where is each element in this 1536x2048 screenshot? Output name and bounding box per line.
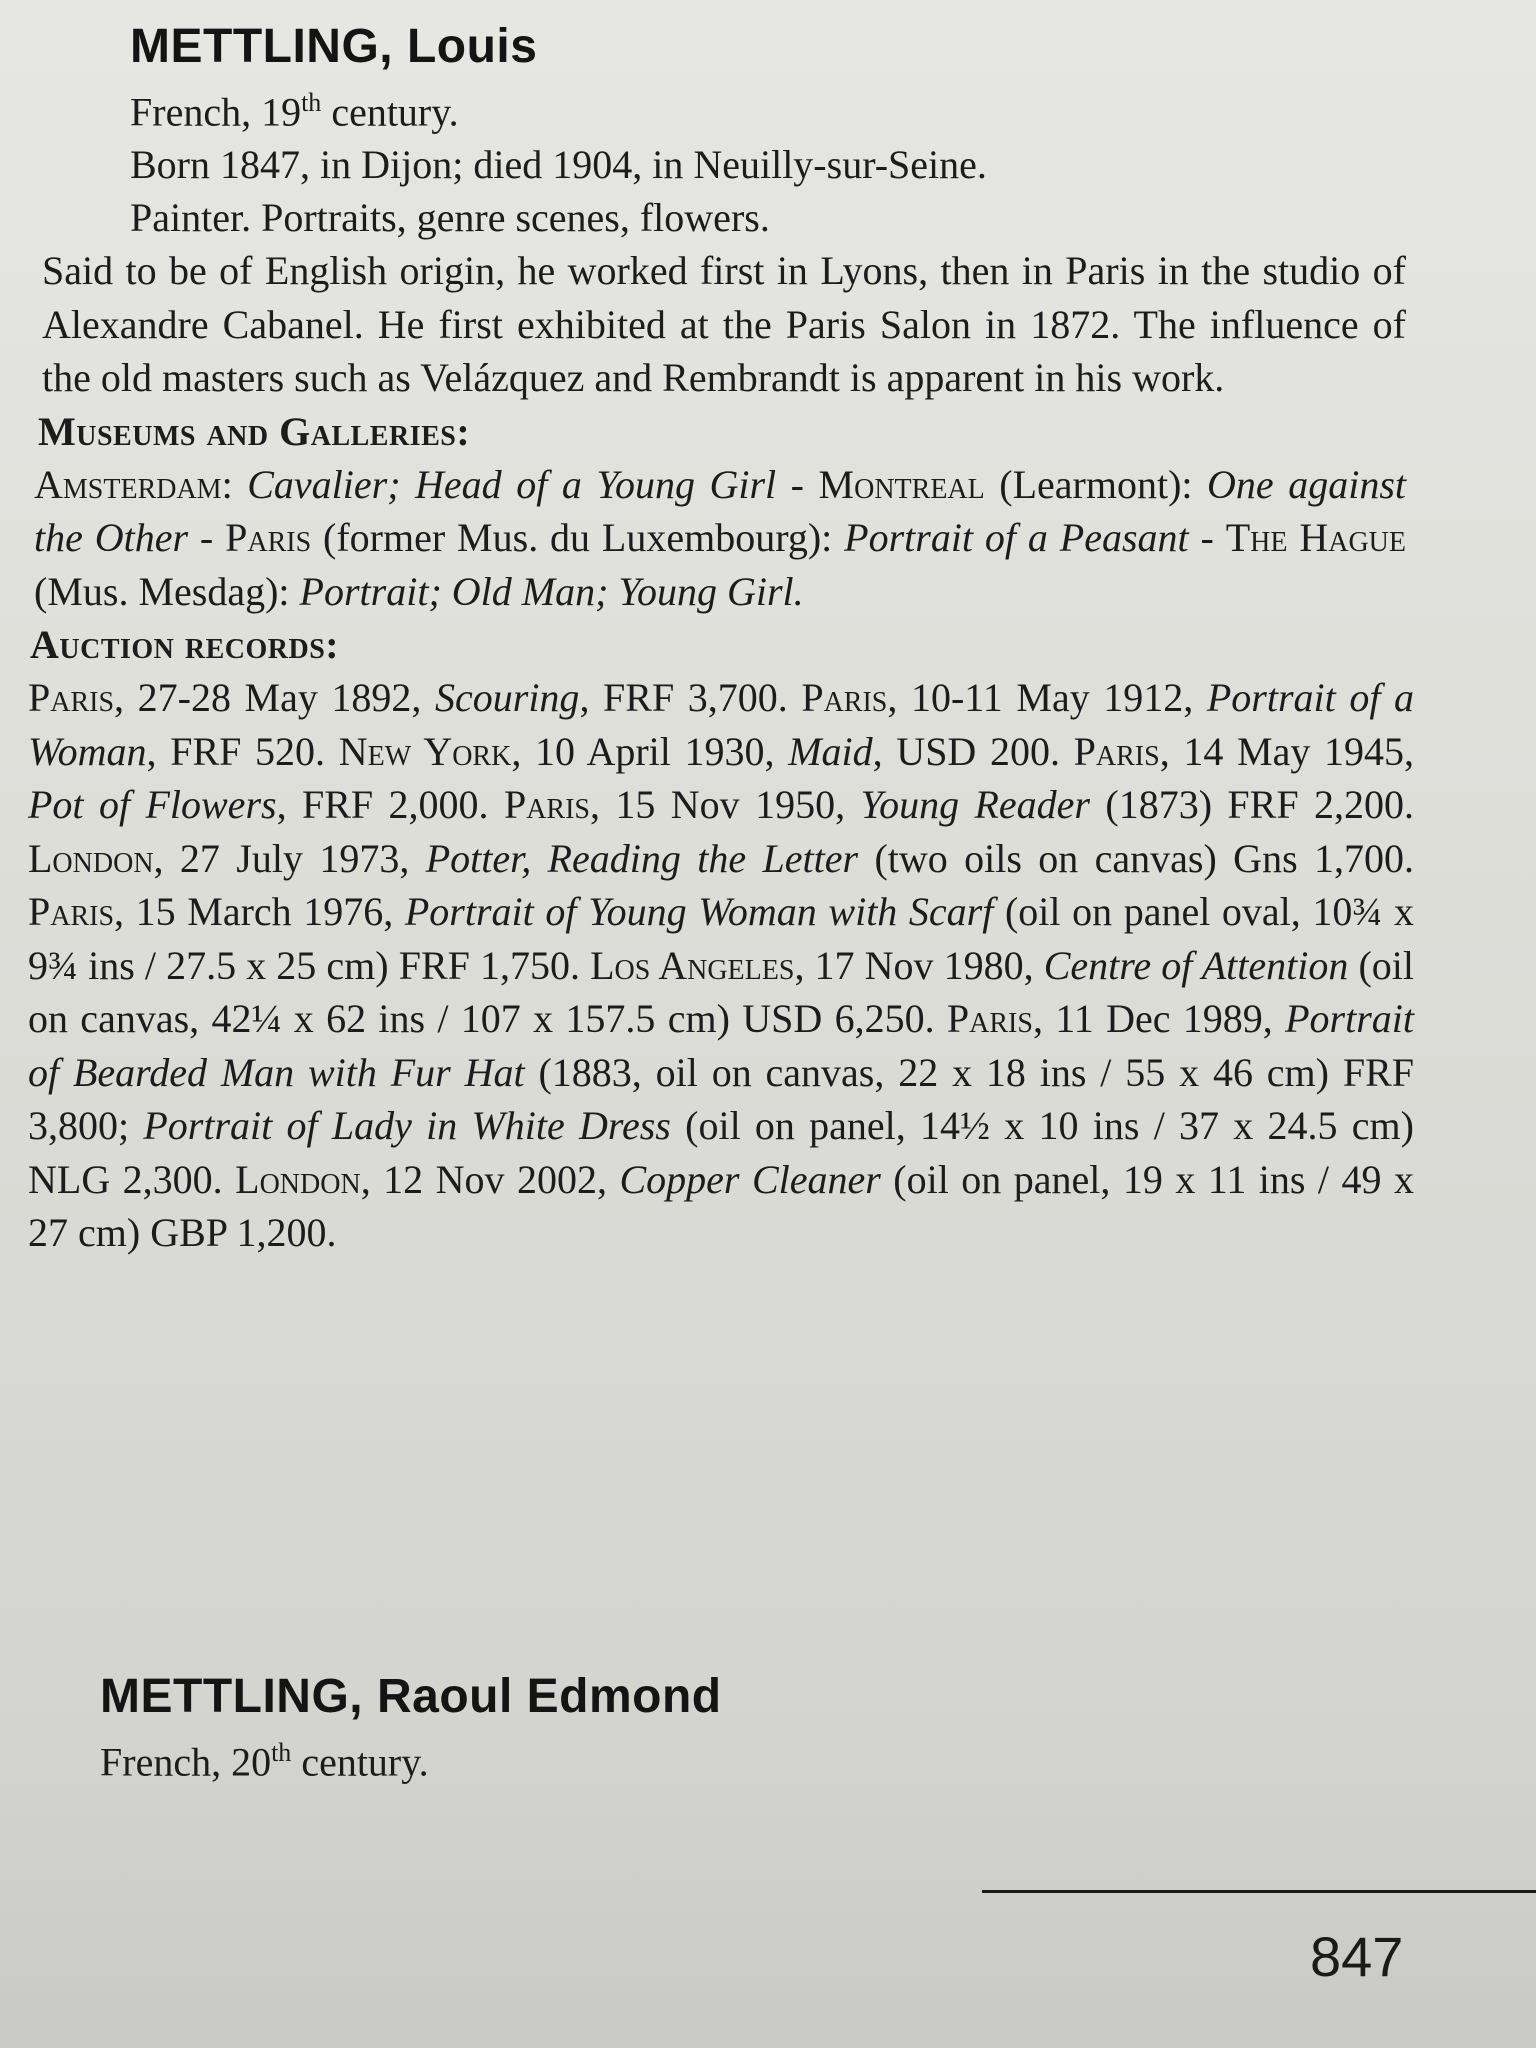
museum-detail: (Mus. Mesdag):	[34, 568, 300, 614]
auction-detail: (oil on canvas, 42¼ x 62 ins / 107 x 157.5 cm) USD 6,250.	[28, 942, 1415, 1042]
auction-detail: (oil on panel, 19 x 11 ins / 49 x 27 cm) GBP 1,200.	[28, 1156, 1414, 1256]
auction-detail: (1883, oil on canvas, 22 x 18 ins / 55 x 46 cm) FRF 3,800;	[28, 1049, 1414, 1149]
occupation: Painter. Portraits, genre scenes, flowers.	[130, 195, 770, 241]
auction-title: Portrait of Bearded Man with Fur Hat	[28, 996, 1415, 1095]
nationality-suffix: th	[271, 1738, 292, 1767]
auction-detail: (oil on panel oval, 10¾ x 9¾ ins / 27.5 x 25 cm) FRF 1,750.	[28, 889, 1414, 988]
auction-detail: (1873) FRF 2,200.	[1089, 782, 1414, 828]
nationality-line	[28, 1726, 1406, 1788]
auction-detail: , FRF 2,000.	[276, 782, 504, 828]
auction-records	[28, 671, 1414, 1260]
auction-title: Young Reader	[860, 782, 1090, 828]
nationality-century: century.	[291, 1739, 429, 1785]
footer-rule	[982, 1890, 1536, 1893]
museum-works: Portrait; Old Man; Young Girl.	[299, 568, 804, 614]
museum-separator: -	[1188, 515, 1226, 561]
auction-title: Portrait of a Woman	[28, 675, 1415, 774]
auction-city: Paris	[946, 996, 1033, 1042]
auction-date: , 14 May 1945,	[1159, 728, 1415, 774]
museum-works: Cavalier; Head of a Young Girl	[247, 461, 777, 507]
auction-detail: (two oils on canvas) Gns 1,700.	[858, 835, 1414, 881]
museum-separator: -	[776, 461, 819, 507]
biography: Said to be of English origin, he worked first in Lyons, then in Paris in the studio of Alexandre Cabanel. He first exhibited at the Paris Salon in 1872. The influence of the old masters such as Velázquez and Rembrandt is apparent in his work.	[42, 248, 1406, 401]
auction-city: Los Angeles	[590, 942, 795, 988]
auction-detail: , FRF 520.	[146, 728, 339, 774]
auction-city: London	[235, 1156, 361, 1202]
auction-city: Paris	[1073, 728, 1160, 774]
auction-date: , 27-28 May 1892,	[114, 675, 435, 721]
auction-date: , 27 July 1973,	[153, 835, 426, 881]
auction-title: Portrait of Young Woman with Scarf	[404, 889, 994, 935]
museum-works: One against the Other	[34, 461, 1407, 561]
museum-works: Portrait of a Peasant	[844, 515, 1189, 561]
auction-title: Pot of Flowers	[28, 782, 277, 828]
auction-title: Scouring	[435, 675, 580, 721]
nationality-suffix: th	[301, 88, 322, 117]
auction-heading: Auction records:	[30, 622, 340, 668]
entry-mettling-louis	[28, 18, 1415, 1260]
entry-heading: METTLING, Louis	[130, 20, 538, 73]
auction-city: Paris	[801, 675, 888, 721]
museum-city: Amsterdam	[34, 461, 222, 507]
auction-date: , 15 Nov 1950,	[590, 782, 861, 828]
auction-date: , 11 Dec 1989,	[1032, 996, 1286, 1042]
auction-detail: (oil on panel, 14½ x 10 ins / 37 x 24.5 cm) NLG 2,300.	[28, 1103, 1414, 1202]
museums-list	[34, 458, 1406, 619]
entry-mettling-raoul	[28, 1668, 1406, 1788]
auction-detail: , USD 200.	[872, 728, 1074, 774]
museum-detail: (Learmont):	[984, 461, 1208, 507]
auction-date: , 10-11 May 1912,	[887, 675, 1207, 721]
auction-title: Potter, Reading the Letter	[425, 835, 859, 881]
auction-city: Paris	[503, 782, 590, 828]
auction-date: , 15 March 1976,	[114, 889, 405, 935]
auction-date: , 17 Nov 1980,	[794, 942, 1044, 988]
museum-city: The Hague	[1225, 515, 1406, 561]
page-number: 847	[1310, 1925, 1404, 1988]
auction-city: New York	[338, 728, 512, 774]
museums-heading: Museums and Galleries:	[38, 408, 471, 454]
museum-separator: -	[188, 515, 226, 561]
museum-detail: :	[221, 461, 248, 507]
museum-city: Paris	[225, 515, 312, 561]
museum-detail: (former Mus. du Luxembourg):	[311, 515, 845, 561]
auction-date: , 10 April 1930,	[511, 728, 789, 774]
museum-city: Montreal	[818, 461, 985, 507]
nationality-century: century.	[321, 89, 459, 135]
nationality-text: French, 20	[100, 1739, 272, 1785]
auction-title: Copper Cleaner	[619, 1156, 881, 1202]
nationality-text: French, 19	[130, 89, 302, 135]
auction-city: Paris	[28, 889, 115, 935]
auction-title: Maid	[788, 728, 873, 774]
entry-heading: METTLING, Raoul Edmond	[100, 1670, 722, 1723]
auction-detail: , FRF 3,700.	[579, 675, 802, 721]
auction-city: Paris	[28, 675, 115, 721]
life-dates: Born 1847, in Dijon; died 1904, in Neuilly-sur-Seine.	[130, 142, 987, 188]
auction-city: London	[28, 835, 154, 881]
nationality-line	[28, 76, 1406, 138]
auction-date: , 12 Nov 2002,	[360, 1156, 620, 1202]
auction-title: Portrait of Lady in White Dress	[143, 1103, 671, 1149]
auction-title: Centre of Attention	[1043, 942, 1349, 988]
